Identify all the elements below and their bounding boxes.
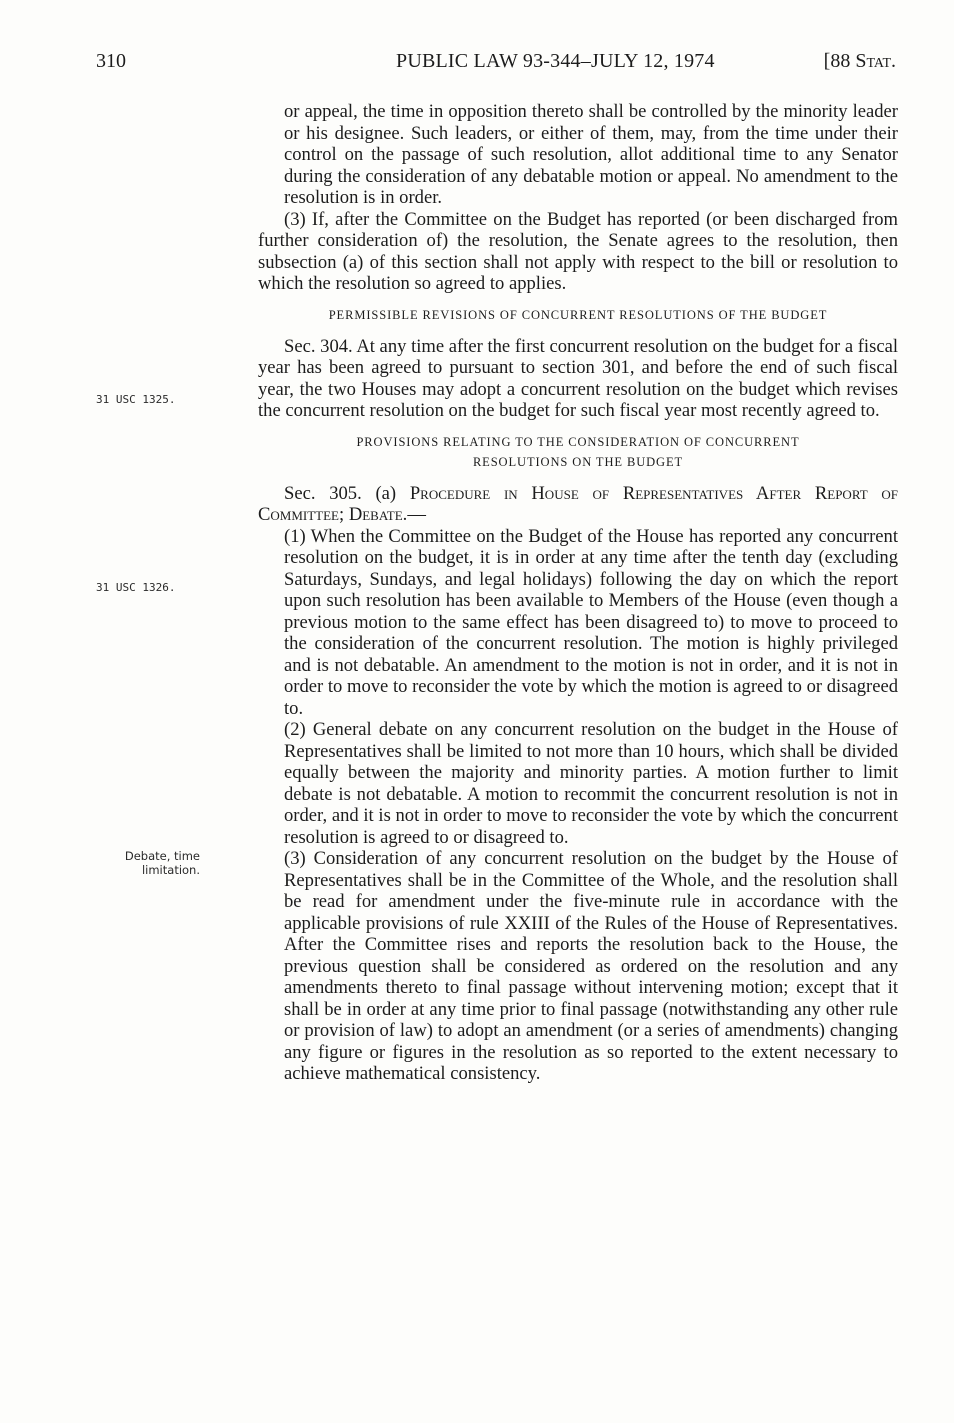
- statute-reference: [88 Stat.: [823, 50, 896, 72]
- section-305-title: Sec. 305. (a) Procedure in House of Representatives After Report of Committee; Debate.—: [258, 482, 898, 525]
- paragraph-subsection-3: (3) If, after the Committee on the Budget has reported (or been discharged from further consideration of) the resolution, the Senate agrees to the resolution, then subsection (a) of this section shall not apply with respect to the bill or resolution to which the resolution so agreed to applies.: [258, 208, 898, 294]
- paragraph-305-2: (2) General debate on any concurrent resolution on the budget in the House of Representatives shall be limited to not more than 10 hours, which shall be divided equally between the majority and minority parties. A motion further to limit debate is not debatable. A motion to recommit the concurrent resolution is not in order, and it is not in order to move to reconsider the vote by which the concurrent resolution is agreed to or disagreed to.: [284, 719, 898, 848]
- document-body: [258, 101, 898, 1085]
- paragraph-305-3: (3) Consideration of any concurrent resolution on the budget by the House of Representatives shall be in the Committee of the Whole, and the resolution shall be read for amendment under the five-minute rule in accordance with the applicable provisions of rule XXIII of the Rules of the House of Representatives. After the Committee rises and reports the resolution back to the House, the previous question shall be considered as ordered on the resolution and any amendments thereto to final passage without intervening motion; except that it shall be in order at any time prior to final passage (notwithstanding any other rule or provision of law) to adopt an amendment (or a series of amendments) changing any figure or figures in the resolution as so reported to the extent necessary to achieve mathematical consistency.: [284, 848, 898, 1084]
- section-heading-305-line1: PROVISIONS RELATING TO THE CONSIDERATION OF CONCURRENT: [356, 434, 800, 449]
- paragraph-305-1: (1) When the Committee on the Budget of the House has reported any concurrent resolution on the budget, it is in order at any time after the tenth day (excluding Saturdays, Sundays, and legal holidays) following the day on which the report upon such resolution has been available to Members of the House (even though a previous motion to the same effect has been disagreed to) to move to proceed to the consideration of the concurrent resolution. The motion is highly privileged and is not debatable. An amendment to the motion is not in order, and it is not in order to move to reconsider the vote by which the motion is agreed to or disagreed to.: [284, 525, 898, 719]
- margin-note-usc-1325: 31 USC 1325.: [96, 393, 176, 406]
- section-304: Sec. 304. At any time after the first concurrent resolution on the budget for a fiscal year has been agreed to pursuant to section 301, and before the end of such fiscal year, the two Houses may adopt a concurrent resolution on the budget which revises the concurrent resolution on the budget for such fiscal year most recently agreed to.: [258, 335, 898, 421]
- margin-note-debate-limitation: Debate, time limitation.: [124, 849, 200, 877]
- margin-note-usc-1326: 31 USC 1326.: [96, 581, 176, 594]
- section-heading-305-line2: RESOLUTIONS ON THE BUDGET: [472, 454, 684, 469]
- running-title: PUBLIC LAW 93-344–JULY 12, 1974: [396, 50, 715, 72]
- paragraph-continuation: or appeal, the time in opposition thereto shall be controlled by the minority leader or his designee. Such leaders, or either of them, may, from the time under their control on the passage of such resolution, allot additional time to any Senator during the consideration of any debatable motion or appeal. No amendment to the resolution is in order.: [284, 101, 898, 208]
- section-heading-304: PERMISSIBLE REVISIONS OF CONCURRENT RESOLUTIONS OF THE BUDGET: [328, 307, 828, 322]
- page-number: 310: [96, 50, 126, 72]
- page-header: [96, 50, 896, 76]
